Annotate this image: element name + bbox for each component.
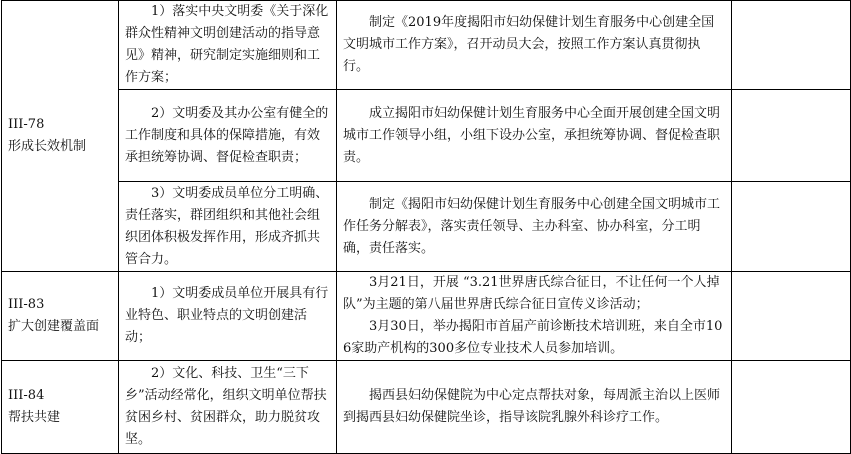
category-code: III-83 [8, 297, 45, 312]
note-cell [732, 182, 851, 272]
action-cell [337, 361, 732, 454]
action-cell [337, 272, 732, 361]
category-title: 扩大创建覆盖面 [8, 319, 100, 334]
note-cell [732, 361, 851, 454]
category-cell [2, 1, 119, 272]
requirement-text: 2）文明委及其办公室有健全的工作制度和具体的保障措施，有效承担统筹协调、督促检查职责； [125, 105, 329, 165]
work-progress-table [1, 0, 851, 454]
category-cell [2, 272, 119, 361]
category-title: 形成长效机制 [8, 139, 87, 154]
action-cell [337, 182, 732, 272]
table-row [2, 90, 851, 182]
action-text: 3月30日，举办揭阳市首届产前诊断技术培训班，来自全市106家助产机构的300多位专业技术人员参加培训。 [343, 319, 723, 356]
category-code: III-78 [8, 117, 45, 132]
category-code: III-84 [8, 388, 45, 403]
action-cell [337, 1, 732, 90]
category-title: 帮扶共建 [8, 410, 61, 425]
action-text: 3月21日，开展 “3.21世界唐氏综合征日，不让任何一个人掉队”为主题的第八届世界唐氏综合征日宣传义诊活动； [343, 275, 720, 312]
action-text: 成立揭阳市妇幼保健计划生育服务中心全面开展创建全国文明城市工作领导小组，小组下设办公室，承担统筹协调、督促检查职责。 [343, 105, 721, 165]
requirement-cell [119, 272, 337, 361]
action-cell [337, 90, 732, 182]
requirement-cell [119, 182, 337, 272]
action-text: 制定《揭阳市妇幼保健计划生育服务中心创建全国文明城市工作任务分解表》，落实责任领导、主办科室、协办科室，分工明确，责任落实。 [343, 196, 721, 256]
note-cell [732, 1, 851, 90]
requirement-cell [119, 1, 337, 90]
requirement-cell [119, 361, 337, 454]
table-row [2, 361, 851, 454]
table-row [2, 1, 851, 90]
category-cell [2, 361, 119, 454]
table-row [2, 182, 851, 272]
note-cell [732, 272, 851, 361]
table-row [2, 272, 851, 361]
requirement-text: 1）文明委成员单位开展具有行业特色、职业特点的文明创建活动； [125, 286, 329, 345]
requirement-text: 3）文明委成员单位分工明确、责任落实，群团组织和其他社会组织团体积极发挥作用，形成齐抓共管合力。 [125, 185, 329, 267]
action-text: 制定《2019年度揭阳市妇幼保健计划生育服务中心创建全国文明城市工作方案》，召开动员大会，按照工作方案认真贯彻执行。 [343, 15, 715, 74]
action-text: 揭西县妇幼保健院为中心定点帮扶对象，每周派主治以上医师到揭西县妇幼保健院坐诊，指导该院乳腺外科诊疗工作。 [343, 388, 721, 425]
note-cell [732, 90, 851, 182]
requirement-text: 1）落实中央文明委《关于深化群众性精神文明创建活动的指导意见》精神，研究制定实施细则和工作方案； [125, 4, 329, 85]
requirement-text: 2）文化、科技、卫生“三下乡”活动经常化，组织文明单位帮扶贫困乡村、贫困群众，助力脱贫攻坚。 [125, 366, 327, 447]
requirement-cell [119, 90, 337, 182]
